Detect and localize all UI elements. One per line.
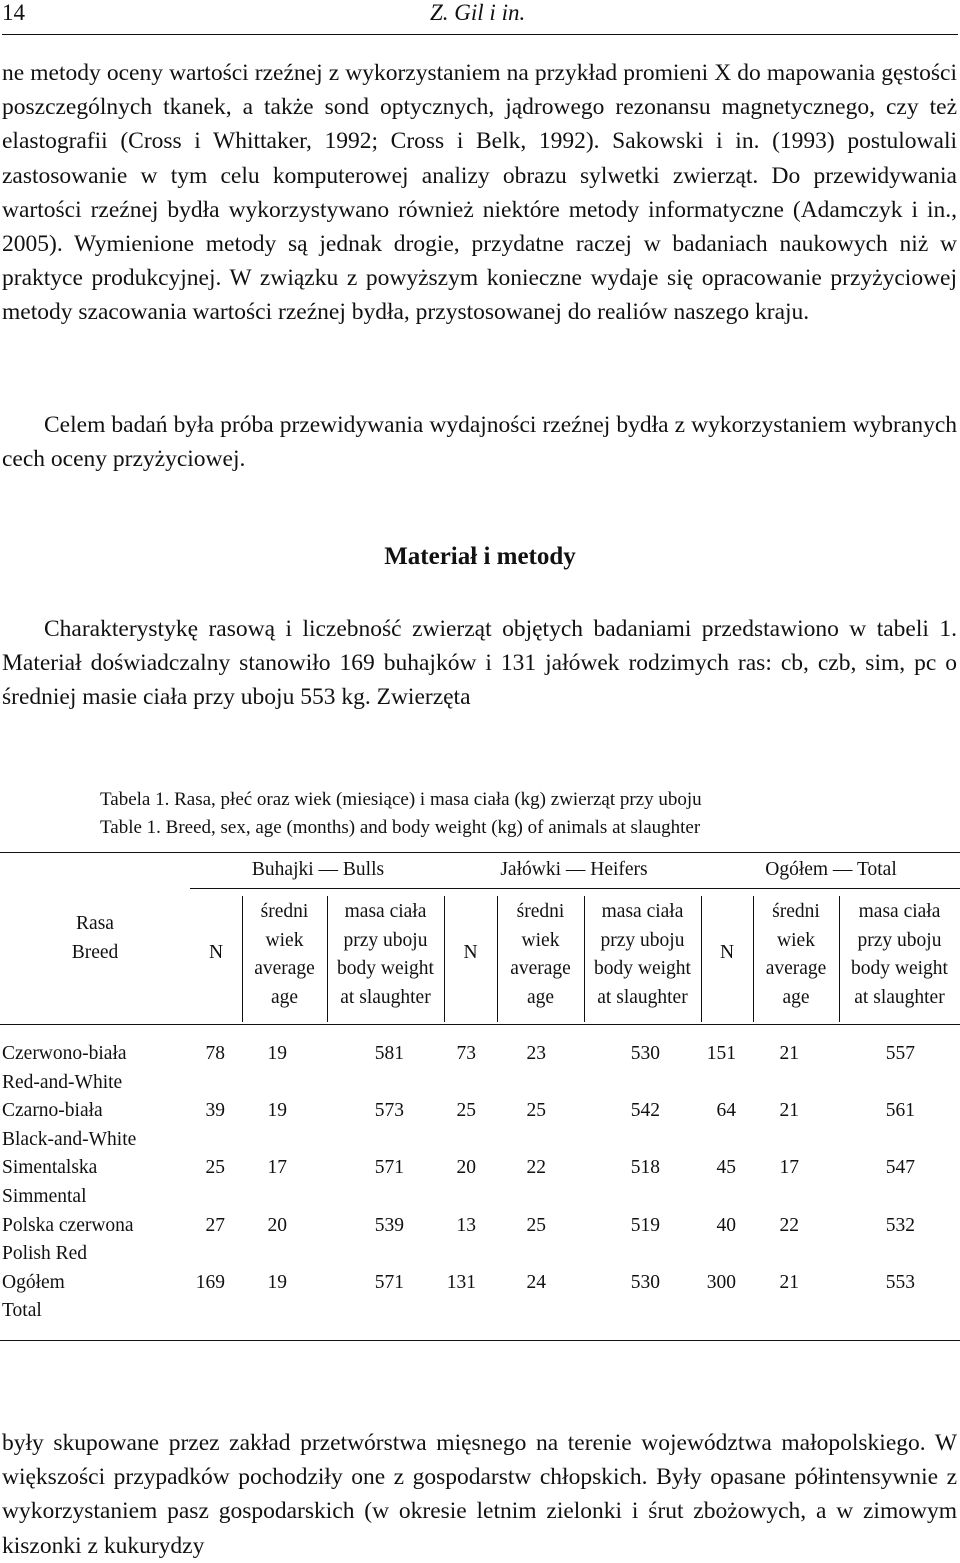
header-age-line: average xyxy=(254,958,315,979)
breed-name-pl: Czarno-biała xyxy=(2,1100,103,1122)
header-weight-line: body weight xyxy=(594,958,691,979)
table-row-label xyxy=(2,1040,127,1097)
table-cell: 39 xyxy=(205,1100,225,1122)
continuation-paragraph: były skupowane przez zakład przetwórstwa mięsnego na terenie województwa małopolskiego. W większości przypadków pochodziły one z gospodarstw chłopskich. Były opasane półintensywnie z wykorzystaniem pasz gospodarskich (w okresie letnim zielonki i śrut zbożowych, a w zimowym kiszonki z kukurydzy xyxy=(2,1430,957,1559)
methods-paragraph: Charakterystykę rasową i liczebność zwierząt objętych badaniami przedstawiono w tabeli 1. Materiał doświadczalny stanowiło 169 buhajków i 131 jałówek rodzimych ras: cb, czb, sim, pc o średniej masie ciała przy uboju 553 kg. Zwierzęta xyxy=(2,616,957,711)
table-cell: 19 xyxy=(267,1043,287,1064)
header-age-line: wiek xyxy=(777,929,815,951)
table-cell: 19 xyxy=(267,1100,287,1122)
table-cell: 530 xyxy=(630,1043,660,1064)
header-weight-line: body weight xyxy=(851,958,948,979)
table-cell: 40 xyxy=(716,1214,736,1236)
header-weight-line: przy uboju xyxy=(343,929,428,951)
table-cell: 20 xyxy=(456,1157,476,1179)
breed-name-en: Simmental xyxy=(2,1185,87,1207)
table-cell: 25 xyxy=(205,1157,225,1179)
table-cell: 519 xyxy=(630,1214,660,1236)
table-cell: 151 xyxy=(706,1043,736,1064)
table-cell: 23 xyxy=(526,1043,546,1064)
header-weight-total xyxy=(839,898,960,1012)
header-age-bulls xyxy=(242,898,327,1012)
running-head: Z. Gil i in. xyxy=(430,0,526,25)
breed-name-pl: Ogółem xyxy=(2,1271,65,1293)
header-age-line: wiek xyxy=(521,929,560,951)
table-caption-pl: Tabela 1. Rasa, płeć oraz wiek (miesiące) i masa ciała (kg) zwierząt przy uboju xyxy=(100,789,702,810)
table-cell: 17 xyxy=(779,1157,799,1179)
header-age-line: średni xyxy=(516,901,565,922)
table-cell: 24 xyxy=(526,1271,546,1293)
header-weight-line: przy uboju xyxy=(857,929,942,951)
header-weight-line: at slaughter xyxy=(340,986,431,1008)
table-cell: 131 xyxy=(446,1271,476,1293)
table-cell: 25 xyxy=(456,1100,476,1122)
intro-paragraph: ne metody oceny wartości rzeźnej z wykorzystaniem na przykład promieni X do mapowania gęstości poszczególnych tkanek, a także sond optycznych, jądrowego rezonansu magnetycznego, czy też elastografii (Cross i Whittaker, 1992; Cross i Belk, 1992). Sakowski i in. (1993) postulowali zastosowanie w tym celu komputerowej analizy obrazu sylwetki zwierząt. Do przewidywania wartości rzeźnej bydła wykorzystywano również niektóre metody informatyczne (Adamczyk i in., 2005). Wymienione metody są jednak drogie, przydatne raczej w badaniach naukowych niż w praktyce produkcyjnej. W związku z powyższym konieczne wydaje się opracowanie przyżyciowej metody szacowania wartości rzeźnej bydła, przystosowanej do realiów naszego kraju. xyxy=(2,60,957,326)
header-weight-line: masa ciała xyxy=(601,901,684,922)
header-weight-line: masa ciała xyxy=(858,901,941,922)
table-row-label xyxy=(2,1212,134,1269)
breed-name-pl: Simentalska xyxy=(2,1157,98,1179)
header-breed xyxy=(0,910,190,967)
table-cell: 22 xyxy=(526,1157,546,1179)
table-cell: 27 xyxy=(205,1214,225,1236)
header-weight-bulls xyxy=(327,898,444,1012)
breed-name-en: Red-and-White xyxy=(2,1071,123,1093)
page-header xyxy=(2,0,958,35)
header-age-total xyxy=(753,898,839,1012)
header-age-line: age xyxy=(270,986,299,1008)
breed-name-pl: Polska czerwona xyxy=(2,1214,134,1236)
table-cell: 20 xyxy=(267,1214,287,1236)
header-n-heifers: N xyxy=(463,942,478,963)
table-cell: 573 xyxy=(374,1100,404,1122)
table-cell: 45 xyxy=(716,1157,736,1179)
table-cell: 25 xyxy=(526,1214,546,1236)
table-cell: 21 xyxy=(779,1100,799,1122)
table-row-label xyxy=(2,1097,136,1154)
table-bottom-rule xyxy=(0,1340,960,1341)
table-cell: 530 xyxy=(630,1271,660,1293)
header-age-line: age xyxy=(782,986,810,1008)
table-cell: 547 xyxy=(885,1157,915,1179)
table-top-rule xyxy=(0,852,960,853)
table-cell: 21 xyxy=(779,1271,799,1293)
table-cell: 17 xyxy=(267,1157,287,1179)
table-cell: 571 xyxy=(374,1157,404,1179)
table-cell: 553 xyxy=(885,1271,915,1293)
header-weight-line: at slaughter xyxy=(597,986,688,1008)
table-caption-en: Table 1. Breed, sex, age (months) and body weight (kg) of animals at slaughter xyxy=(100,817,701,838)
table-cell: 73 xyxy=(456,1043,476,1064)
table-cell: 300 xyxy=(706,1271,736,1293)
header-n-bulls: N xyxy=(208,942,224,963)
table-row-label xyxy=(2,1269,65,1326)
header-weight-line: body weight xyxy=(337,958,434,979)
table-row-label xyxy=(2,1154,97,1211)
header-weight-line: masa ciała xyxy=(344,901,427,922)
group-header-total: Ogółem — Total xyxy=(765,859,897,880)
header-age-line: średni xyxy=(260,901,309,922)
group-header-heifers: Jałówki — Heifers xyxy=(500,859,648,880)
breed-name-en: Total xyxy=(2,1300,42,1322)
table-cell: 542 xyxy=(630,1100,660,1122)
table-header-rule xyxy=(0,1024,960,1025)
group-header-rule xyxy=(190,888,960,889)
section-heading: Materiał i metody xyxy=(384,543,576,570)
breed-name-en: Black-and-White xyxy=(2,1128,137,1150)
table-cell: 22 xyxy=(779,1214,799,1236)
header-age-line: age xyxy=(526,986,555,1008)
breed-name-pl: Czerwono-biała xyxy=(2,1043,127,1064)
table-cell: 19 xyxy=(267,1271,287,1293)
breed-name-en: Polish Red xyxy=(2,1243,88,1265)
table-cell: 78 xyxy=(205,1043,225,1064)
header-age-line: wiek xyxy=(265,929,304,951)
header-age-line: average xyxy=(765,958,827,979)
header-age-line: average xyxy=(510,958,571,979)
table-cell: 539 xyxy=(374,1214,404,1236)
table-cell: 64 xyxy=(716,1100,736,1122)
page-number: 14 xyxy=(2,0,25,25)
header-weight-line: przy uboju xyxy=(600,929,685,951)
table-cell: 532 xyxy=(885,1214,915,1236)
table-cell: 25 xyxy=(526,1100,546,1122)
table-cell: 21 xyxy=(779,1043,799,1064)
table-cell: 169 xyxy=(195,1271,225,1293)
header-age-heifers xyxy=(497,898,584,1012)
table-cell: 571 xyxy=(374,1271,404,1293)
table-cell: 581 xyxy=(374,1043,404,1064)
aim-paragraph: Celem badań była próba przewidywania wydajności rzeźnej bydła z wykorzystaniem wybranych cech oceny przyżyciowej. xyxy=(2,412,957,473)
table-cell: 518 xyxy=(630,1157,660,1179)
header-n-total: N xyxy=(719,942,735,963)
header-weight-heifers xyxy=(584,898,701,1012)
table-cell: 13 xyxy=(456,1214,476,1236)
header-age-line: średni xyxy=(772,901,820,922)
header-breed-en: Breed xyxy=(71,941,119,963)
table-cell: 561 xyxy=(885,1100,915,1122)
header-breed-pl: Rasa xyxy=(76,913,114,934)
table-cell: 557 xyxy=(885,1043,915,1064)
group-header-bulls: Buhajki — Bulls xyxy=(251,859,385,880)
header-weight-line: at slaughter xyxy=(854,986,945,1008)
